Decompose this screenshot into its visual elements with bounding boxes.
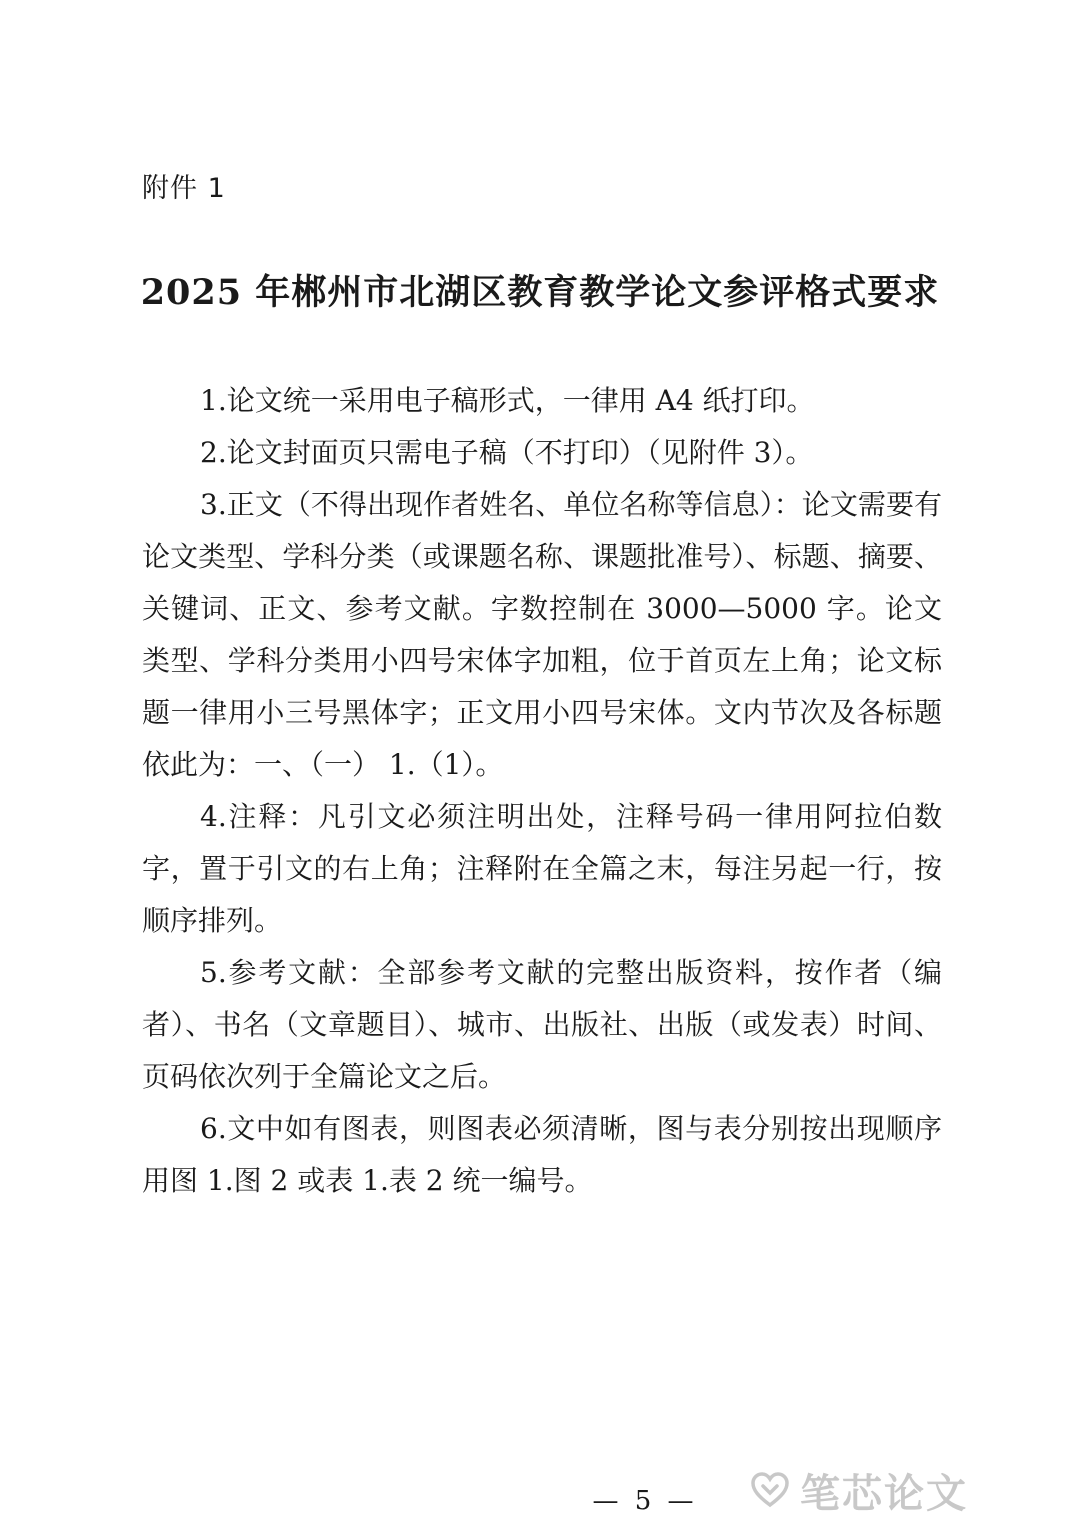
page-number: — 5 — — [592, 1486, 698, 1516]
document-title: 2025 年郴州市北湖区教育教学论文参评格式要求 — [140, 272, 940, 313]
paragraph-2: 2.论文封面页只需电子稿（不打印）（见附件 3）。 — [200, 436, 814, 469]
attachment-label: 附件 1 — [142, 173, 226, 204]
paragraph-3: 3.正文（不得出现作者姓名、单位名称等信息）：论文需要有论文类型、学科分类（或课题名称、课题批准号）、标题、摘要、关键词、正文、参考文献。字数控制在 3000—5000 字。论文类型、学科分类用小四号宋体字加粗，位于首页左上角；论文标题一律用小三号黑体字；正文用小四号宋体。文内节次及各标题依此为：一、（一） 1.（1）。 — [142, 488, 942, 781]
watermark-text: 笔芯论文 — [800, 1471, 968, 1517]
paragraph-1: 1.论文统一采用电子稿形式，一律用 A4 纸打印。 — [200, 384, 815, 417]
paragraph-5: 5.参考文献：全部参考文献的完整出版资料，按作者（编者）、书名（文章题目）、城市、出版社、出版（或发表）时间、页码依次列于全篇论文之后。 — [142, 956, 942, 1093]
paragraph-6: 6.文中如有图表，则图表必须清晰，图与表分别按出现顺序用图 1.图 2 或表 1.表 2 统一编号。 — [142, 1112, 942, 1197]
document-body — [142, 375, 942, 1207]
paragraph-4: 4.注释：凡引文必须注明出处，注释号码一律用阿拉伯数字，置于引文的右上角；注释附在全篇之末，每注另起一行，按顺序排列。 — [142, 800, 942, 937]
